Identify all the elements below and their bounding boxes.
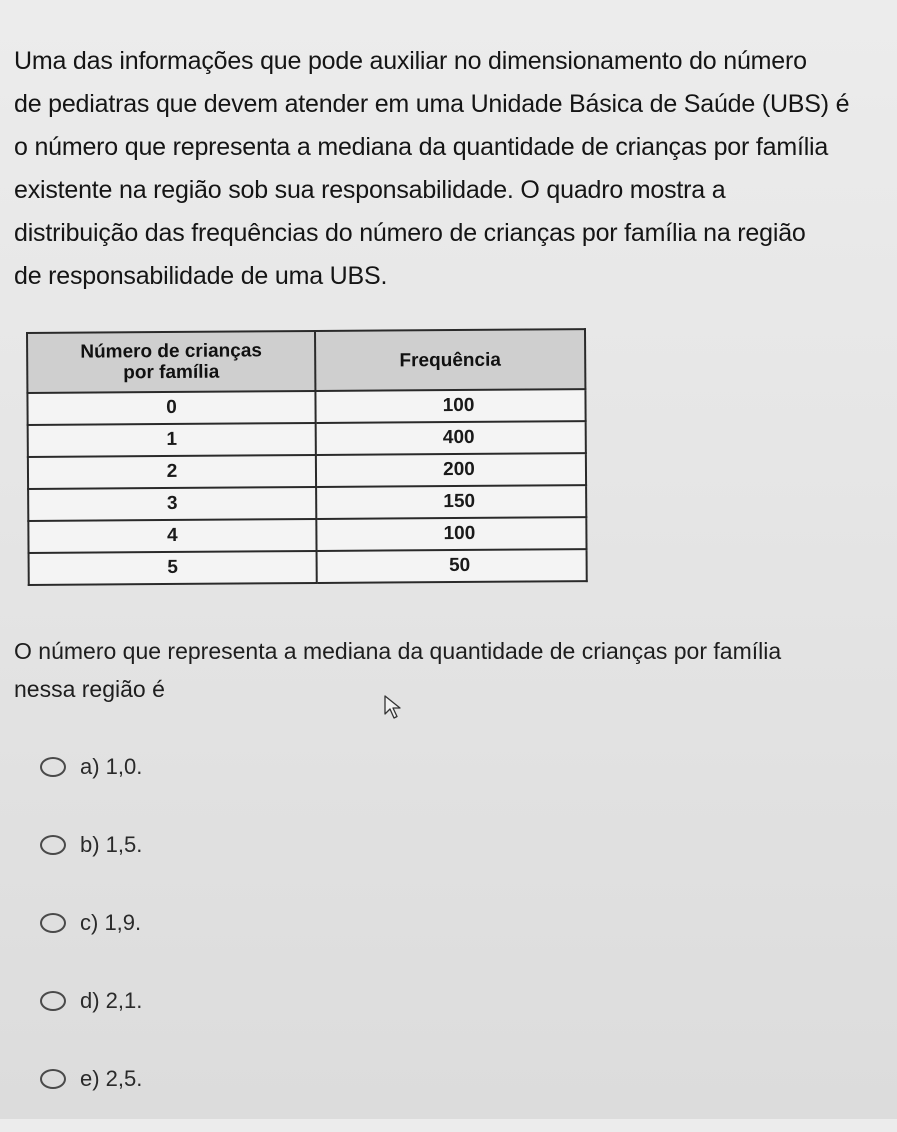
- option-e[interactable]: [40, 1054, 142, 1104]
- option-label: b) 1,5.: [80, 832, 143, 857]
- cell-children: 2: [28, 455, 316, 489]
- answer-options: [40, 742, 142, 1132]
- radio-icon[interactable]: [40, 835, 66, 855]
- table-row: [28, 517, 586, 553]
- frequency-table-container: [26, 332, 586, 586]
- option-b[interactable]: [40, 820, 142, 870]
- cell-frequency: 150: [316, 485, 586, 519]
- header-frequency: Frequência: [315, 329, 585, 391]
- option-d[interactable]: [40, 976, 142, 1026]
- radio-icon[interactable]: [40, 757, 66, 777]
- cell-children: 0: [27, 391, 315, 425]
- option-label: e) 2,5.: [80, 1066, 143, 1091]
- table-row: [28, 453, 586, 489]
- radio-icon[interactable]: [40, 1069, 66, 1089]
- question-text: Uma das informações que pode auxiliar no dimensionamento do número de pediatras que devem atender em uma Unidade Básica de Saúde (UBS) é o número que representa a mediana da quantidade de crianças por família existente na região sob sua responsabilidade. O quadro mostra a distribuição das frequências do número de crianças por família na região de responsabilidade de uma UBS.: [14, 47, 850, 290]
- radio-icon[interactable]: [40, 991, 66, 1011]
- cell-frequency: 50: [317, 549, 587, 583]
- option-c[interactable]: [40, 898, 142, 948]
- cell-children: 3: [28, 487, 316, 521]
- table-row: [27, 389, 585, 425]
- table-row: [29, 549, 587, 585]
- table-row: [28, 485, 586, 521]
- option-label: c) 1,9.: [80, 910, 142, 935]
- cell-frequency: 200: [316, 453, 586, 487]
- radio-icon[interactable]: [40, 913, 66, 933]
- prompt-text: O número que representa a mediana da quantidade de crianças por família nessa região é: [14, 638, 782, 702]
- option-a[interactable]: [40, 742, 142, 792]
- header-children-per-family: Número de crianças por família: [27, 331, 315, 393]
- table-header-row: [27, 329, 585, 393]
- frequency-table: [26, 328, 588, 586]
- option-label: d) 2,1.: [80, 988, 143, 1013]
- cell-frequency: 100: [316, 517, 586, 551]
- cell-frequency: 100: [315, 389, 585, 423]
- cell-frequency: 400: [316, 421, 586, 455]
- option-label: a) 1,0.: [80, 754, 143, 779]
- table-row: [28, 421, 586, 457]
- mouse-pointer-icon: [383, 694, 405, 720]
- cell-children: 1: [28, 423, 316, 457]
- cell-children: 4: [28, 519, 316, 553]
- cell-children: 5: [29, 551, 317, 585]
